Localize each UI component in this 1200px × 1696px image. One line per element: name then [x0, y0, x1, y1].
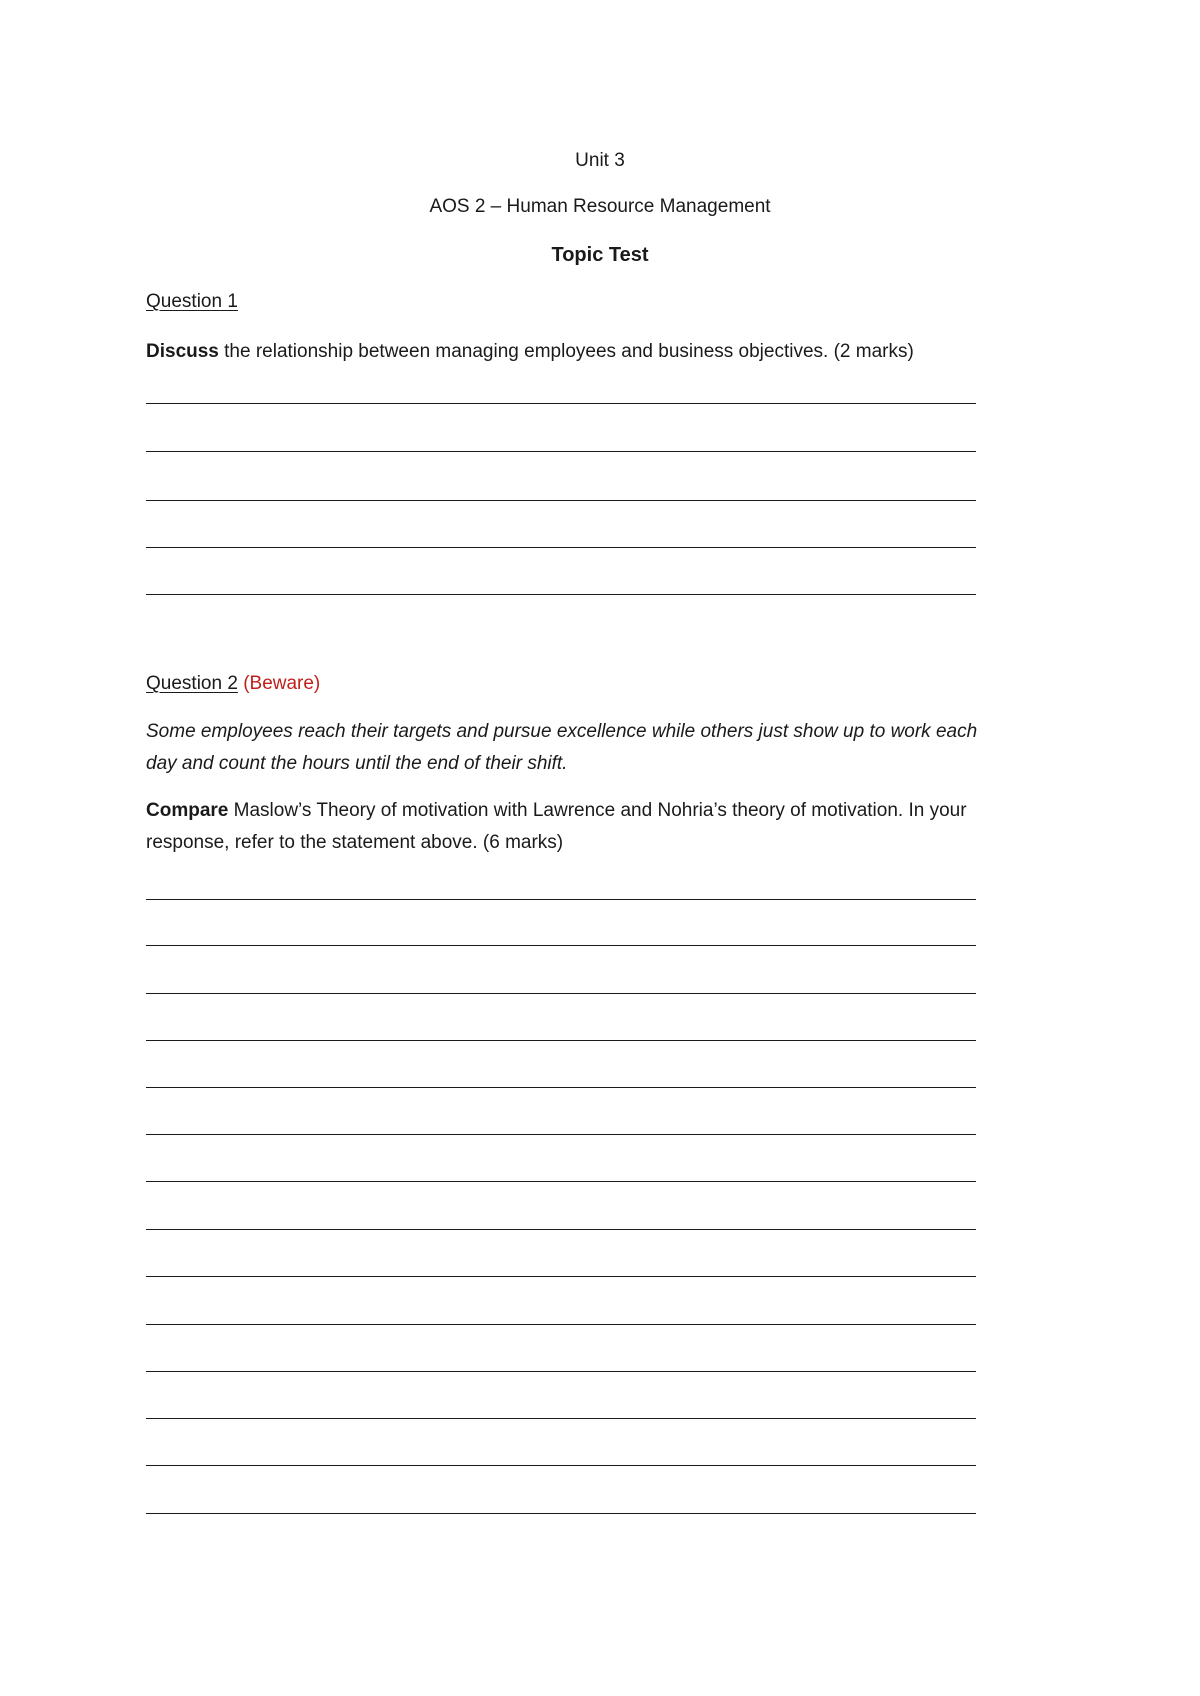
- answer-line[interactable]: [146, 1229, 976, 1230]
- page-title: Topic Test: [551, 244, 649, 266]
- answer-line[interactable]: [146, 1087, 976, 1088]
- answer-line[interactable]: [146, 594, 976, 595]
- question-2-scenario-line: Some employees reach their targets and pursue excellence while others just show up to work each: [146, 721, 978, 742]
- unit-label: Unit 3: [575, 150, 625, 171]
- answer-line[interactable]: [146, 1181, 976, 1182]
- answer-line[interactable]: [146, 403, 976, 404]
- aos-subtitle: AOS 2 – Human Resource Management: [429, 196, 771, 217]
- question-1-prompt-text: the relationship between managing employees and business objectives. (2 marks): [218, 341, 914, 362]
- question-1-label: Question 1: [146, 291, 238, 312]
- answer-line[interactable]: [146, 451, 976, 452]
- question-1-command-word: Discuss: [146, 341, 219, 362]
- question-2-label: Question 2: [146, 673, 238, 694]
- answer-line[interactable]: [146, 945, 976, 946]
- answer-line[interactable]: [146, 1371, 976, 1372]
- answer-line[interactable]: [146, 993, 976, 994]
- answer-line[interactable]: [146, 899, 976, 900]
- question-2-scenario: [146, 716, 1046, 780]
- question-2-command-word: Compare: [146, 800, 229, 821]
- answer-line[interactable]: [146, 1040, 976, 1041]
- answer-line[interactable]: [146, 500, 976, 501]
- question-2-warning: (Beware): [243, 673, 321, 694]
- answer-line[interactable]: [146, 1465, 976, 1466]
- answer-line[interactable]: [146, 1134, 976, 1135]
- answer-line[interactable]: [146, 1276, 976, 1277]
- question-1-prompt: [146, 336, 1046, 368]
- question-2-heading: [146, 673, 1046, 695]
- question-2-scenario-line: day and count the hours until the end of their shift.: [146, 753, 568, 774]
- answer-line[interactable]: [146, 547, 976, 548]
- question-1-heading: [146, 291, 1046, 313]
- answer-line[interactable]: [146, 1324, 976, 1325]
- question-2-prompt-text: Maslow’s Theory of motivation with Lawrence and Nohria’s theory of motivation. In your: [228, 800, 967, 821]
- question-2-prompt-text: response, refer to the statement above. (6 marks): [146, 832, 564, 853]
- question-2-prompt: [146, 795, 1046, 859]
- answer-line[interactable]: [146, 1513, 976, 1514]
- answer-line[interactable]: [146, 1418, 976, 1419]
